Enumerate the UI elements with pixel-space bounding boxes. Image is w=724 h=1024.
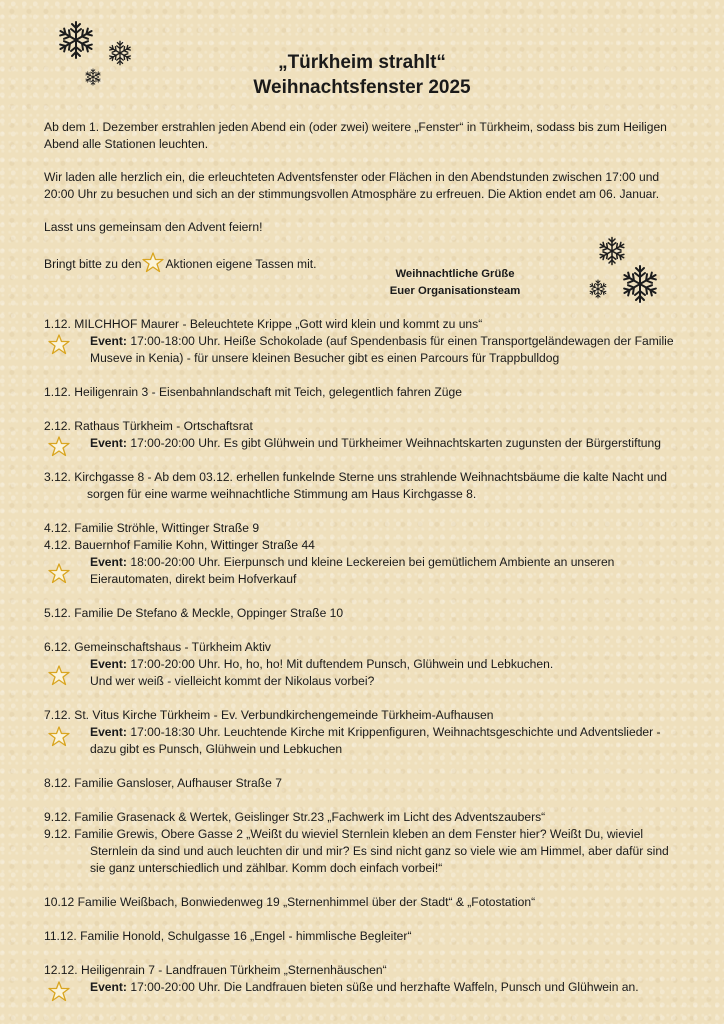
greeting-line-1: Weihnachtliche Grüße: [395, 268, 515, 280]
event-details: [44, 656, 684, 690]
event-label: Event:: [90, 334, 127, 348]
entry-title: 5.12. Familie De Stefano & Meckle, Oppinger Straße 10: [44, 606, 344, 620]
title-line-2: Weihnachtsfenster 2025: [253, 77, 471, 98]
event-text: 18:00-20:00 Uhr. Eierpunsch und kleine Leckereien bei gemütlichem Ambiente an unseren Eierautomaten, direkt beim Hofverkauf: [90, 555, 615, 586]
entry-title: 6.12. Gemeinschaftshaus - Türkheim Aktiv: [44, 640, 271, 654]
entry-title: 1.12. MILCHHOF Maurer - Beleuchtete Krippe „Gott wird klein und kommt zu uns“: [44, 317, 483, 331]
event-label: Event:: [90, 555, 127, 569]
event-label: Event:: [90, 657, 127, 671]
entry-title: 3.12. Kirchgasse 8 - Ab dem 03.12. erhellen funkelnde Sterne uns strahlende Weihnachtsbäume die kalte Nacht und sorgen für eine warme weihnachtliche Stimmung am Haus Kirchgasse 8.: [44, 470, 667, 501]
entry-title: 9.12. Familie Grewis, Obere Gasse 2 „Weißt du wieviel Sternlein kleben an dem Fenster hier? Weißt Du, wieviel Sternlein da sind und auch leuchten dir und mir? Es sind nicht ganz so viele wie am Himmel, aber dafür sind sie ganz unterschiedlich und zählbar. Komm doch einfach vorbei!“: [44, 827, 669, 875]
entry-title: 4.12. Familie Ströhle, Wittinger Straße 9: [44, 521, 260, 535]
event-text: 17:00-20:00 Uhr. Die Landfrauen bieten süße und herzhafte Waffeln, Punsch und Glühwein an.: [130, 980, 639, 994]
star-icon: [48, 726, 70, 747]
intro-section: [44, 119, 684, 289]
event-details: [44, 979, 684, 996]
list-item: [44, 962, 684, 996]
star-icon: [48, 665, 70, 686]
entry-title: 12.12. Heiligenrain 7 - Landfrauen Türkheim „Sternenhäuschen“: [44, 963, 387, 977]
star-icon: [48, 563, 70, 584]
list-item: [44, 469, 684, 503]
entry-title: 10.12 Familie Weißbach, Bonwiedenweg 19 „Sternenhimmel über der Stadt“ & „Fotostation“: [44, 895, 536, 909]
event-details: [44, 333, 684, 367]
cups-note-start: Bringt bitte zu den: [44, 257, 142, 271]
event-label: Event:: [90, 725, 127, 739]
event-details: [44, 435, 684, 452]
event-text: 17:00-18:30 Uhr. Leuchtende Kirche mit Krippenfiguren, Weihnachtsgeschichte und Adventslieder - dazu gibt es Punsch, Glühwein und Lebkuchen: [90, 725, 661, 756]
star-icon: [48, 436, 70, 457]
event-details: [44, 554, 684, 588]
list-item: [44, 809, 684, 877]
intro-paragraph: Wir laden alle herzlich ein, die erleuchteten Adventsfenster oder Flächen in den Abendstunden zwischen 17:00 und 20:00 Uhr zu besuchen und sich an der stimmungsvollen Atmosphäre zu erfreuen. Die Aktion endet am 06. Januar.: [44, 170, 660, 201]
list-item: [44, 894, 684, 911]
page-title: [0, 50, 724, 100]
event-text: 17:00-18:00 Uhr. Heiße Schokolade (auf Spendenbasis für einen Transportgeländewagen der Familie Museve in Kenia) - für unsere kleinen Besucher gibt es einen Parcours für Trappbulldog: [90, 334, 674, 365]
list-item: [44, 707, 684, 758]
event-text: 17:00-20:00 Uhr. Ho, ho, ho! Mit duftendem Punsch, Glühwein und Lebkuchen.: [130, 657, 554, 671]
entry-title: 9.12. Familie Grasenack & Wertek, Geislinger Str.23 „Fachwerk im Licht des Adventszaubers“: [44, 810, 546, 824]
list-item: [44, 418, 684, 452]
star-icon: [142, 252, 164, 273]
event-label: Event:: [90, 436, 127, 450]
event-label: Event:: [90, 980, 127, 994]
star-icon: [48, 981, 70, 1002]
event-text: 17:00-20:00 Uhr. Es gibt Glühwein und Türkheimer Weihnachtskarten zugunsten der Bürgerstiftung: [130, 436, 661, 450]
greeting: [360, 266, 550, 300]
title-line-1: „Türkheim strahlt“: [278, 52, 446, 73]
entry-title: 7.12. St. Vitus Kirche Türkheim - Ev. Verbundkirchengemeinde Türkheim-Aufhausen: [44, 708, 494, 722]
entry-title: 8.12. Familie Gansloser, Aufhauser Straße 7: [44, 776, 282, 790]
list-item: [44, 775, 684, 792]
list-item: [44, 928, 684, 945]
list-item: [44, 384, 684, 401]
list-item: [44, 605, 684, 622]
greeting-line-2: Euer Organisationsteam: [389, 285, 521, 297]
list-item: [44, 639, 684, 690]
event-list: [44, 316, 684, 1013]
list-item: [44, 316, 684, 367]
entry-title: 11.12. Familie Honold, Schulgasse 16 „Engel - himmlische Begleiter“: [44, 929, 412, 943]
entry-title: 2.12. Rathaus Türkheim - Ortschaftsrat: [44, 419, 253, 433]
star-icon: [48, 334, 70, 355]
intro-paragraph: Ab dem 1. Dezember erstrahlen jeden Abend ein (oder zwei) weitere „Fenster“ in Türkheim, sodass bis zum Heiligen Abend alle Stationen leuchten.: [44, 120, 667, 151]
event-details: [44, 724, 684, 758]
list-item: [44, 520, 684, 588]
cups-note-end: Aktionen eigene Tassen mit.: [165, 257, 317, 271]
entry-title: 1.12. Heiligenrain 3 - Eisenbahnlandschaft mit Teich, gelegentlich fahren Züge: [44, 385, 462, 399]
event-text: Und wer weiß - vielleicht kommt der Nikolaus vorbei?: [90, 674, 375, 688]
intro-paragraph: Lasst uns gemeinsam den Advent feiern!: [44, 220, 263, 234]
entry-title: 4.12. Bauernhof Familie Kohn, Wittinger Straße 44: [44, 538, 315, 552]
